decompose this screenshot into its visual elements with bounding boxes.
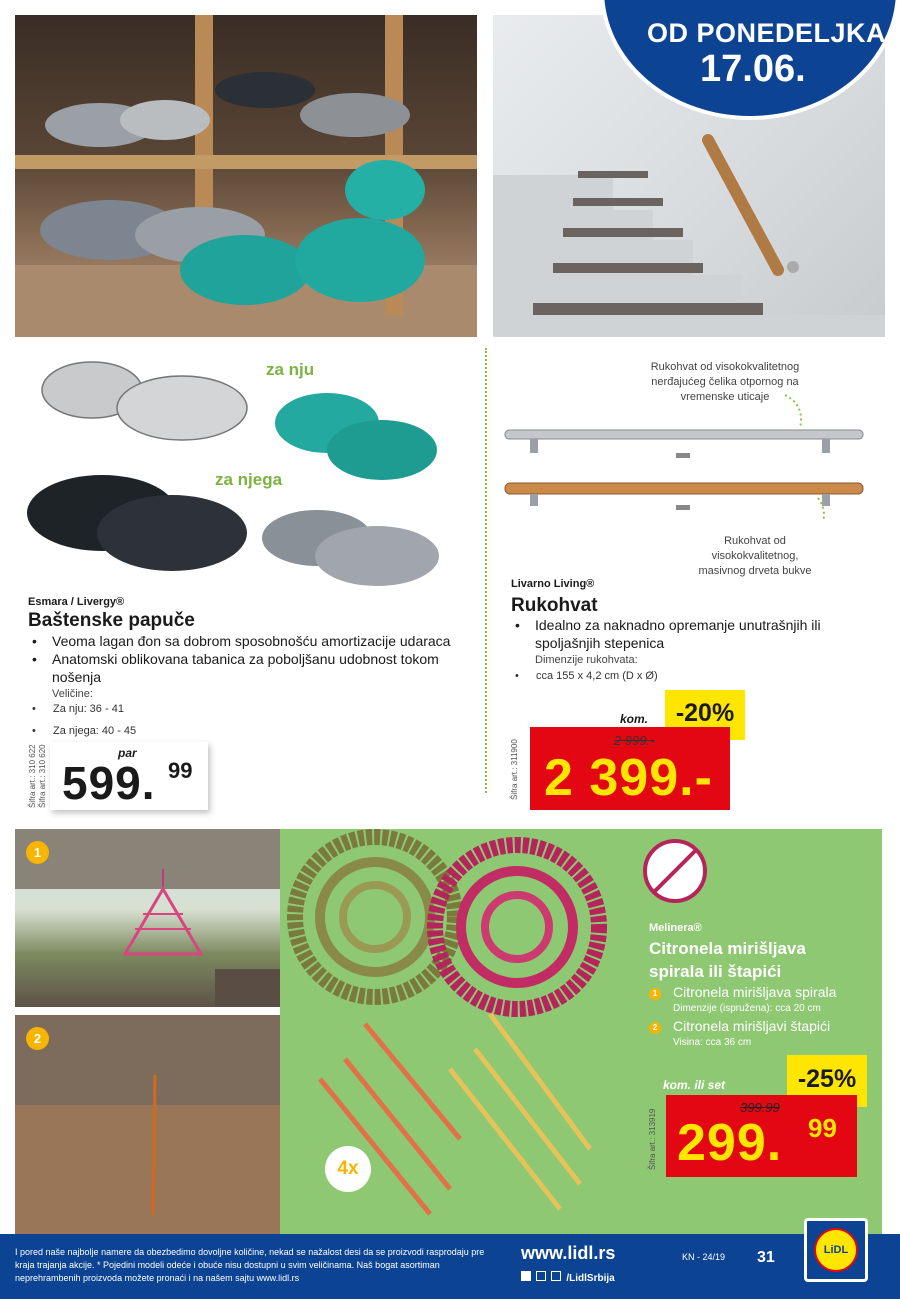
- date-banner-line1: OD PONEDELJKA: [647, 18, 887, 48]
- item-number-badge: 2: [649, 1022, 661, 1034]
- clogs-on-shelf-illustration: [15, 15, 477, 337]
- product-title: Rukohvat: [511, 595, 598, 616]
- tag-for-her: za nju: [266, 360, 315, 379]
- dimensions-list: [511, 665, 658, 687]
- price-unit: par: [118, 746, 137, 760]
- note-line: Rukohvat od visokokvalitetnog: [650, 361, 800, 373]
- note-line: vremenske uticaje: [680, 391, 770, 403]
- lidl-logo-circle: [814, 1228, 858, 1272]
- item-detail: Dimenzije (ispružena): cca 20 cm: [673, 1003, 821, 1014]
- old-price: 2 999.-: [614, 733, 655, 748]
- printed-clog-image: [262, 510, 439, 586]
- tag-for-him: za njega: [215, 470, 283, 489]
- photo-number-badge: 1: [26, 841, 49, 864]
- date-banner-date: 17.06.: [700, 48, 806, 90]
- note-line: masivnog drveta bukve: [698, 565, 812, 577]
- price-unit: kom. ili set: [663, 1078, 726, 1092]
- feature-item: • Idealno za naknadno opremanje unutrašnjih ili spoljašnjih stepenica: [511, 616, 881, 652]
- product-title-line1: Citronela mirišljava: [649, 939, 806, 958]
- hanging-spiral-photo: [15, 829, 280, 1007]
- size-item: • Za nju: 36 - 41: [28, 698, 136, 720]
- product-title-line2: spirala ili štapići: [649, 962, 782, 981]
- wood-handrail-note: [680, 534, 830, 579]
- pack-count-badge: 4x: [325, 1146, 371, 1192]
- article-number: Šifra art.: 311900: [510, 739, 519, 800]
- article-number: Šifra art.: 313919: [648, 1108, 657, 1170]
- photo-number-badge: 2: [26, 1027, 49, 1050]
- youtube-icon[interactable]: [551, 1271, 561, 1281]
- item-number-badge: 1: [649, 988, 661, 1000]
- page-number: 31: [757, 1249, 775, 1266]
- product-features: [511, 616, 881, 652]
- price-cents: 99: [168, 758, 193, 783]
- dimension-item: • cca 155 x 4,2 cm (D x Ø): [511, 665, 658, 687]
- price-main: 599.: [62, 757, 156, 809]
- grey-clog-image: [42, 362, 247, 440]
- section-divider: [485, 348, 487, 793]
- dimensions-label: Dimenzije rukohvata:: [535, 654, 638, 666]
- instagram-icon[interactable]: [536, 1271, 546, 1281]
- note-line: nerđajućeg čelika otpornog na: [651, 376, 799, 388]
- black-clog-image: [27, 475, 247, 571]
- item-name: Citronela mirišljavi štapići: [673, 1018, 831, 1034]
- size-item: • Za njega: 40 - 45: [28, 720, 136, 742]
- old-price: 399.99: [740, 1100, 780, 1115]
- product-brand: Melinera®: [649, 922, 702, 934]
- sizes-list: [28, 698, 136, 742]
- footer-disclaimer: I pored naše najbolje namere da obezbedimo dovoljne količine, nekad se nažalost desi da se proizvodi rasprodaju pre kraja trajanja akcije. * Pojedini modeli odeće i obuće nisu dostupni u svim veličinama. Naš bogat asortiman neprehrambenih proizvoda možete pronaći i na našem sajtu www.lidl.rs: [15, 1247, 485, 1283]
- product-brand: Esmara / Livergy®: [28, 596, 125, 608]
- clogs-product-images: [22, 348, 452, 588]
- catalog-code: KN - 24/19: [682, 1252, 726, 1262]
- product-title: Baštenske papuče: [28, 610, 195, 631]
- facebook-icon[interactable]: [521, 1271, 531, 1281]
- product-brand: Livarno Living®: [511, 578, 595, 590]
- lidl-logo: [804, 1218, 868, 1282]
- discount-badge: -25%: [787, 1055, 867, 1107]
- handrail-product-images: [500, 390, 870, 520]
- note-line: Rukohvat od: [724, 535, 786, 547]
- sizes-label: Veličine:: [52, 688, 93, 700]
- price-cents: 99: [808, 1113, 837, 1143]
- website-link[interactable]: www.lidl.rs: [521, 1243, 616, 1263]
- price-main: 299.: [677, 1114, 783, 1172]
- discount-badge: -20%: [665, 690, 745, 740]
- price-main: 2 399.-: [544, 749, 713, 807]
- stick-garden-illustration: [15, 1015, 280, 1234]
- feature-item: • Veoma lagan đon sa dobrom sposobnošću amortizacije udaraca: [28, 632, 478, 650]
- article-number: Šifra art.: 310 622: [28, 744, 37, 808]
- item-detail: Visina: cca 36 cm: [673, 1037, 752, 1048]
- stick-in-ground-photo: [15, 1015, 280, 1234]
- garden-clogs-photo: [15, 15, 477, 337]
- social-handle-text[interactable]: /LidlSrbija: [566, 1273, 615, 1284]
- note-line: visokokvalitetnog,: [711, 550, 799, 562]
- price-unit: kom.: [620, 712, 649, 726]
- turquoise-clog-image: [275, 393, 437, 480]
- item-name: Citronela mirišljava spirala: [673, 984, 837, 1000]
- article-number: Šifra art.: 310 620: [38, 744, 47, 808]
- social-handle[interactable]: [521, 1271, 615, 1284]
- spiral-garden-illustration: [15, 829, 280, 1007]
- product-features: [28, 632, 478, 686]
- feature-item: • Anatomski oblikovana tabanica za poboljšanu udobnost tokom nošenja: [28, 650, 478, 686]
- lidl-logo-text: LiDL: [823, 1244, 849, 1256]
